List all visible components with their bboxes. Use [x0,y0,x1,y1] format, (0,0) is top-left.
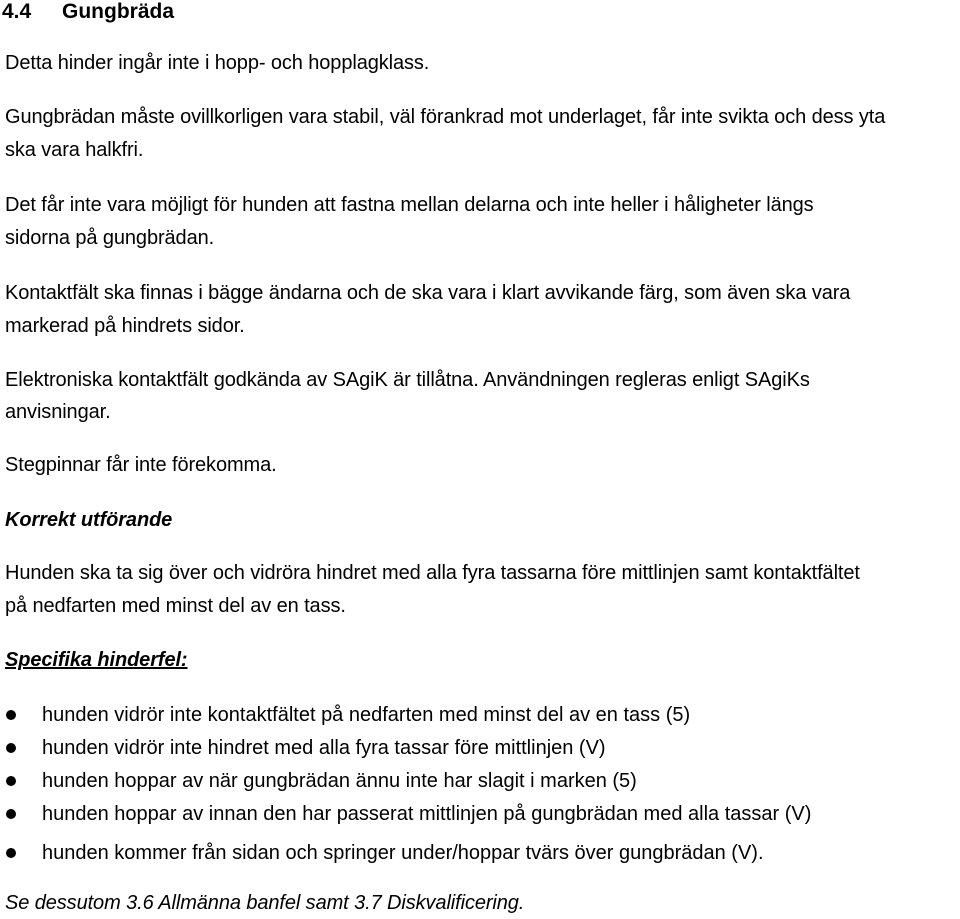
paragraph-3-line-1: Det får inte vara möjligt för hunden att fastna mellan delarna och inte heller i håligheter längs [5,194,814,216]
specific-faults-heading: Specifika hinderfel: [5,649,188,671]
list-item-text: hunden hoppar av när gungbrädan ännu inte har slagit i marken (5) [42,770,637,792]
section-title: Gungbräda [62,0,175,23]
paragraph-5-line-1: Elektroniska kontaktfält godkända av SAgiK är tillåtna. Användningen regleras enligt SAgiKs [5,369,810,391]
bullet-icon [6,848,16,858]
bullet-icon [6,776,16,786]
list-item-text: hunden hoppar av innan den har passerat mittlinjen på gungbrädan med alla tassar (V) [42,803,812,825]
paragraph-5-line-2: anvisningar. [5,401,111,423]
paragraph-4-line-2: markerad på hindrets sidor. [5,315,245,337]
paragraph-2-line-2: ska vara halkfri. [5,139,144,161]
section-number: 4.4 [2,0,32,23]
bullet-icon [6,710,16,720]
section-heading [2,0,174,25]
bullet-icon [6,809,16,819]
paragraph-4-line-1: Kontaktfält ska finnas i bägge ändarna och de ska vara i klart avvikande färg, som även ska vara [5,282,851,304]
paragraph-1: Detta hinder ingår inte i hopp- och hopplagklass. [5,52,430,74]
paragraph-6: Stegpinnar får inte förekomma. [5,454,277,476]
list-item-text: hunden kommer från sidan och springer under/hoppar tvärs över gungbrädan (V). [42,842,764,864]
correct-performance-line-1: Hunden ska ta sig över och vidröra hindret med alla fyra tassarna före mittlinjen samt kontaktfältet [5,562,860,584]
bullet-icon [6,743,16,753]
list-item-text: hunden vidrör inte hindret med alla fyra tassar före mittlinjen (V) [42,737,606,759]
correct-performance-heading: Korrekt utförande [5,509,173,531]
paragraph-2-line-1: Gungbrädan måste ovillkorligen vara stabil, väl förankrad mot underlaget, får inte svikta och dess yta [5,106,886,128]
footer-reference: Se dessutom 3.6 Allmänna banfel samt 3.7 Diskvalificering. [5,892,525,914]
list-item-text: hunden vidrör inte kontaktfältet på nedfarten med minst del av en tass (5) [42,704,691,726]
correct-performance-line-2: på nedfarten med minst del av en tass. [5,595,346,617]
paragraph-3-line-2: sidorna på gungbrädan. [5,227,215,249]
